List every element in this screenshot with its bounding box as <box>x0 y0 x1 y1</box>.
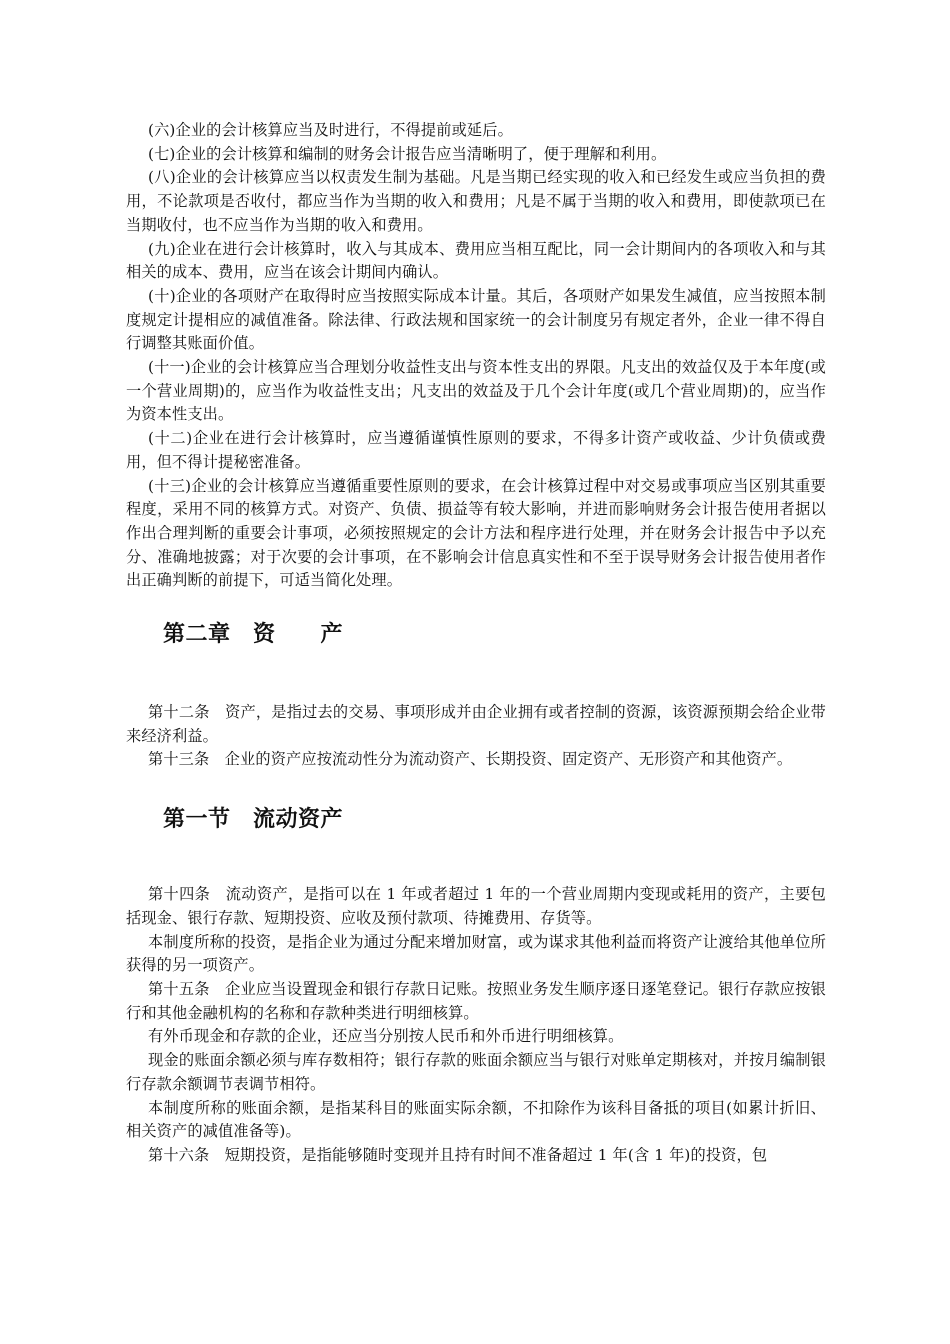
chapter-heading: 第二章 资 产 <box>163 622 344 648</box>
article-paragraph: 第十六条 短期投资，是指能够随时变现并且持有时间不准备超过 1 年(含 1 年)的投资，包 <box>148 1145 768 1164</box>
paragraph: (十一)企业的会计核算应当合理划分收益性支出与资本性支出的界限。凡支出的效益仅及于本年度(或一个营业周期)的，应当作为收益性支出；凡支出的效益及于几个会计年度(或几个营业周期)的，应当作为资本性支出。 <box>126 358 826 424</box>
paragraph: 有外币现金和存款的企业，还应当分别按人民币和外币进行明细核算。 <box>148 1027 624 1046</box>
paragraph: (八)企业的会计核算应当以权责发生制为基础。凡是当期已经实现的收入和已经发生或应当负担的费用，不论款项是否收付，都应当作为当期的收入和费用；凡是不属于当期的收入和费用，即使款项已在当期收付，也不应当作为当期的收入和费用。 <box>126 168 826 234</box>
paragraph: 本制度所称的账面余额，是指某科目的账面实际余额，不扣除作为该科目备抵的项目(如累计折旧、相关资产的减值准备等)。 <box>126 1098 826 1141</box>
paragraph: (十)企业的各项财产在取得时应当按照实际成本计量。其后，各项财产如果发生减值，应当按照本制度规定计提相应的减值准备。除法律、行政法规和国家统一的会计制度另有规定者外，企业一律不得自行调整其账面价值。 <box>126 286 826 353</box>
paragraph: (十二)企业在进行会计核算时，应当遵循谨慎性原则的要求，不得多计资产或收益、少计负债或费用，但不得计提秘密准备。 <box>126 429 826 471</box>
paragraph: 本制度所称的投资，是指企业为通过分配来增加财富，或为谋求其他利益而将资产让渡给其他单位所获得的另一项资产。 <box>126 932 826 975</box>
article-paragraph: 第十二条 资产，是指过去的交易、事项形成并由企业拥有或者控制的资源，该资源预期会给企业带来经济利益。 <box>126 703 826 745</box>
paragraph: (七)企业的会计核算和编制的财务会计报告应当清晰明了，便于理解和利用。 <box>148 144 667 163</box>
document-page <box>126 119 826 1168</box>
paragraph: 现金的账面余额必须与库存数相符；银行存款的账面余额应当与银行对账单定期核对，并按月编制银行存款余额调节表调节相符。 <box>126 1051 826 1093</box>
article-paragraph: 第十四条 流动资产，是指可以在 1 年或者超过 1 年的一个营业周期内变现或耗用的资产，主要包括现金、银行存款、短期投资、应收及预付款项、待摊费用、存货等。 <box>126 885 826 927</box>
article-paragraph: 第十五条 企业应当设置现金和银行存款日记账。按照业务发生顺序逐日逐笔登记。银行存款应按银行和其他金融机构的名称和存款种类进行明细核算。 <box>126 979 826 1022</box>
paragraph: (十三)企业的会计核算应当遵循重要性原则的要求，在会计核算过程中对交易或事项应当区别其重要程度，采用不同的核算方式。对资产、负债、损益等有较大影响，并进而影响财务会计报告使用者据以作出合理判断的重要会计事项，必须按照规定的会计方法和程序进行处理，并在财务会计报告中予以充分、准确地披露；对于次要的会计事项，在不影响会计信息真实性和不至于误导财务会计报告使用者作出正确判断的前提下，可适当简化处理。 <box>126 476 826 590</box>
paragraph: (六)企业的会计核算应当及时进行，不得提前或延后。 <box>148 121 513 139</box>
section-heading: 第一节 流动资产 <box>163 807 344 833</box>
article-paragraph: 第十三条 企业的资产应按流动性分为流动资产、长期投资、固定资产、无形资产和其他资产。 <box>148 750 793 769</box>
paragraph: (九)企业在进行会计核算时，收入与其成本、费用应当相互配比，同一会计期间内的各项收入和与其相关的成本、费用，应当在该会计期间内确认。 <box>126 239 826 282</box>
